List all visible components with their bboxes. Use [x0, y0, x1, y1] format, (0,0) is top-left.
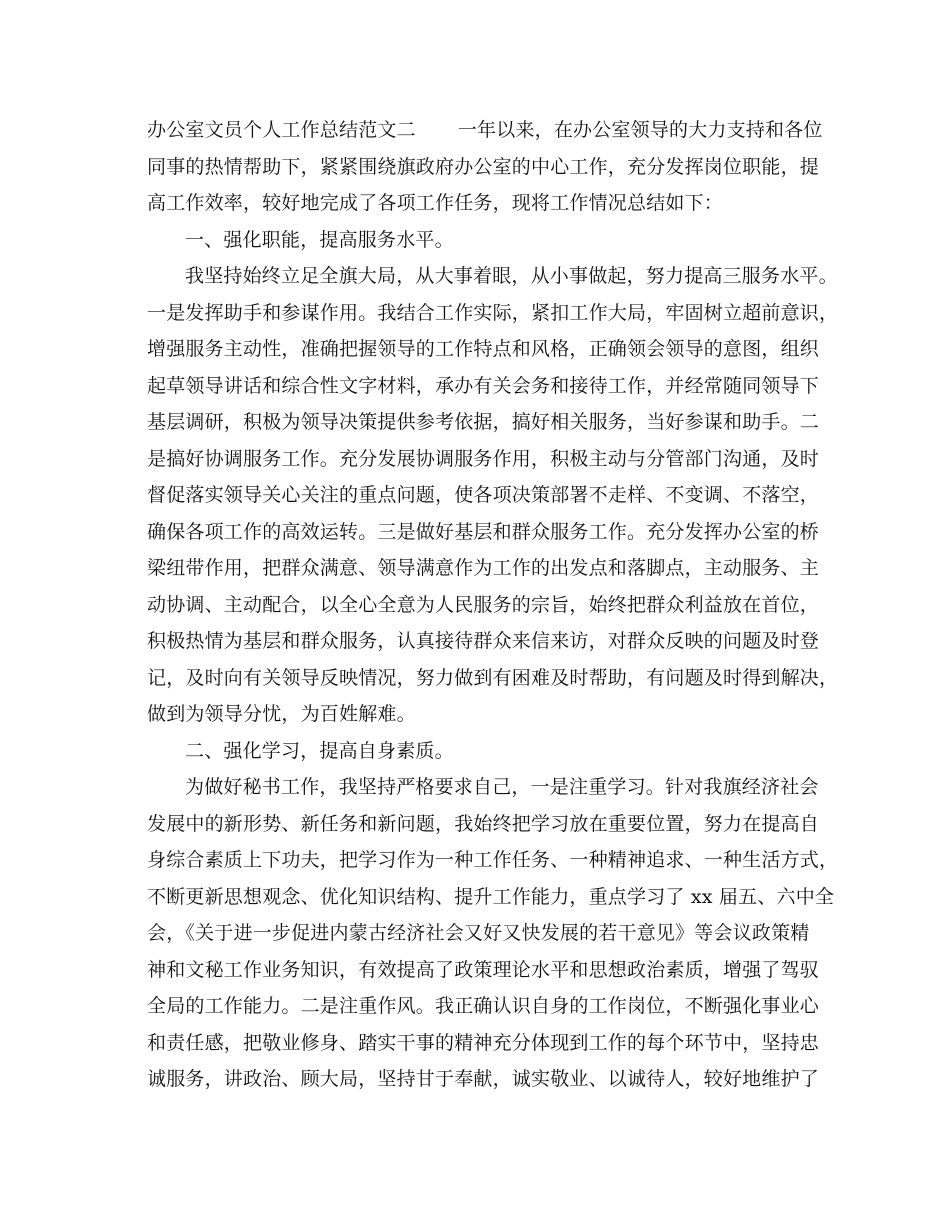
text-line: 全局的工作能力。二是注重作风。我正确认识自身的工作岗位，不断强化事业心	[147, 995, 820, 1017]
text-line: 增强服务主动性，准确把握领导的工作特点和风格，正确领会领导的意图，组织	[147, 338, 820, 360]
text-line: 督促落实领导关心关注的重点问题，使各项决策部署不走样、不变调、不落空，	[147, 484, 820, 506]
text-line: 我坚持始终立足全旗大局，从大事着眼，从小事做起，努力提高三服务水平。	[185, 265, 838, 287]
document-title: 办公室文员个人工作总结范文二	[147, 119, 416, 141]
text-line: 同事的热情帮助下，紧紧围绕旗政府办公室的中心工作，充分发挥岗位职能，提	[147, 155, 820, 178]
text-line: 做到为领导分忧，为百姓解难。	[147, 703, 416, 725]
text-line: 一是发挥助手和参谋作用。我结合工作实际，紧扣工作大局，牢固树立超前意识，	[147, 301, 839, 324]
text-line: 基层调研，积极为领导决策提供参考依据，搞好相关服务，当好参谋和助手。二	[147, 411, 820, 433]
text-line: 是搞好协调服务工作。充分发展协调服务作用，积极主动与分管部门沟通，及时	[147, 447, 820, 470]
text-line: 为做好秘书工作，我坚持严格要求自己，一是注重学习。针对我旗经济社会	[185, 776, 819, 798]
text-line: 会，《关于进一步促进内蒙古经济社会又好又快发展的若干意见》等会议政策精	[147, 922, 810, 944]
text-line: 诚服务，讲政治、顾大局，坚持甘于奉献，诚实敬业、以诚待人，较好地维护了	[147, 1068, 820, 1090]
text-line: 不断更新思想观念、优化知识结构、提升工作能力，重点学习了 xx 届五、六中全	[147, 885, 835, 908]
text-line: 动协调、主动配合，以全心全意为人民服务的宗旨，始终把群众利益放在首位，	[147, 593, 820, 616]
text-line: 记，及时向有关领导反映情况，努力做到有困难及时帮助，有问题及时得到解决，	[147, 666, 839, 689]
text-line: 身综合素质上下功夫，把学习作为一种工作任务、一种精神追求、一种生活方式，	[147, 849, 839, 871]
text-line: 神和文秘工作业务知识，有效提高了政策理论水平和思想政治素质，增强了驾驭	[147, 958, 820, 981]
first-line	[147, 112, 823, 149]
document-body	[147, 112, 839, 1098]
section-heading: 一、强化职能，提高服务水平。	[185, 228, 454, 251]
text-line: 梁纽带作用，把群众满意、领导满意作为工作的出发点和落脚点，主动服务、主	[147, 557, 820, 579]
text-line: 确保各项工作的高效运转。三是做好基层和群众服务工作。充分发挥办公室的桥	[147, 520, 820, 543]
text-line: 起草领导讲话和综合性文字材料，承办有关会务和接待工作，并经常随同领导下	[147, 374, 820, 397]
text-line: 积极热情为基层和群众服务，认真接待群众来信来访，对群众反映的问题及时登	[147, 630, 820, 652]
text-line: 一年以来，在办公室领导的大力支持和各位	[457, 119, 823, 141]
section-heading: 二、强化学习，提高自身素质。	[185, 739, 454, 762]
text-line: 高工作效率，较好地完成了各项工作任务，现将工作情况总结如下：	[147, 192, 724, 214]
text-line: 和责任感，把敬业修身、踏实干事的精神充分体现到工作的每个环节中，坚持忠	[147, 1031, 820, 1054]
text-line: 发展中的新形势、新任务和新问题，我始终把学习放在重要位置，努力在提高自	[147, 812, 820, 835]
